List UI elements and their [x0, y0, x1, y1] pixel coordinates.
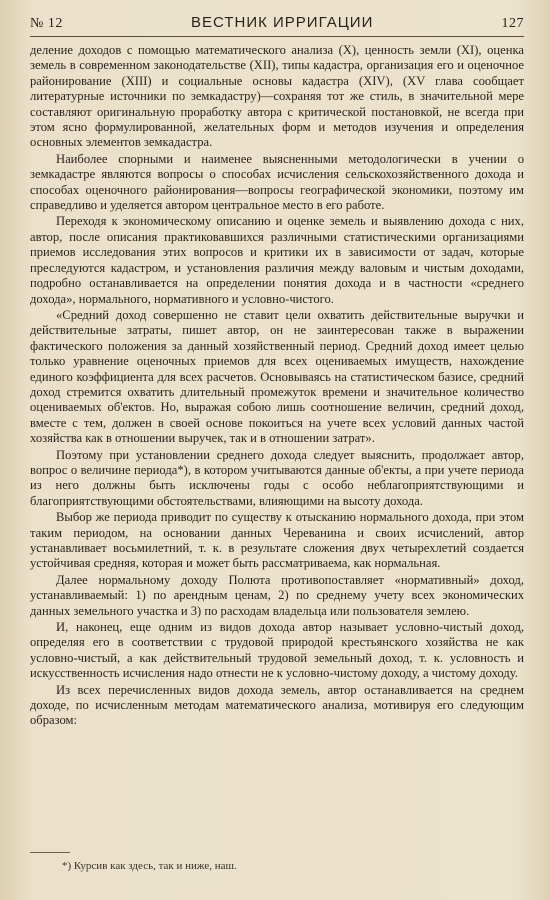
- paragraph: Наиболее спорными и наименее выясненными методологически в учении о земкадастре являются вопросы о способах исчисления сельскохозяйственного дохода и способах оценочного районирования—вопросы географической экономики, поэтому им справедливо и уделяется автором центральное место в его работе.: [30, 151, 524, 213]
- paragraph: «Средний доход совершенно не ставит цели охватить действительные выручки и действительные затраты, пишет автор, он не заинтересован также в выражении фактического положения за данный хозяйственный период. Средний доход имеет целью только уравнение оценочных приемов для всех оцениваемых имуществ, нахождение единого коэффициента для всех расчетов. Основываясь на статистическом базисе, средний доход стремится охватить длительный промежуток времени и значительное количество оцениваемых об'ектов. Но, выражая собою лишь соотношение величин, средний доход, вместе с тем, должен в своей основе покоиться на учете всех условий данных частой хозяйства как в отношении выручек, так и в отношении затрат».: [30, 307, 524, 446]
- paragraph: Из всех перечисленных видов дохода земель, автор останавливается на среднем доходе, по исчисленным методам математического анализа, мотивируя его следующим образом:: [30, 682, 524, 728]
- footnote: *) Курсив как здесь, так и ниже, наш.: [62, 860, 237, 872]
- article-body: [30, 43, 524, 729]
- footnote-divider: [30, 852, 70, 853]
- paragraph: И, наконец, еще одним из видов дохода автор называет условно-чистый доход, определяя его в соответствии с трудовой природой крестьянского хозяйства не как условно-чистый, а как действительный трудовой земельный доход, т. к. условность и искусственность исчисления надо отнести не к условно-чистому доходу, а чистому доходу.: [30, 620, 524, 681]
- paragraph: Переходя к экономическому описанию и оценке земель и выявлению дохода с них, автор, после описания практиковавшихся различными статистическими организациями приемов исследования этих вопросов и критики их в зависимости от задач, которые преследуются кадастром, и установления различия между валовым и чистым доходами, подробно останавливается на определении понятия дохода и в частности «среднего дохода», нормального, нормативного и условно-чистого.: [30, 214, 524, 306]
- paragraph: деление доходов с помощью математического анализа (X), ценность земли (XI), оценка земель в современном законодательстве (XII), типы кадастра, организация его и оценочное районирование (XIII) и социальные основы кадастра (XIV), (XV глава сообщает литературные источники по земкадастру)—сохраняя тот же стиль, в значительной мере составляют оригинальную проработку автора с критической постановкой, не всегда при этом ясно формулированной, желательных форм и методов изучения и определения основных элементов земкадастра.: [30, 43, 524, 150]
- paragraph: Выбор же периода приводит по существу к отысканию нормального дохода, при этом таким периодом, на основании данных Череванина и своих исчислений, автор устанавливает восьмилетний, т. к. в результате сложения двух четырехлетий создается устойчивая средняя, которая и может быть рассматриваема, как нормальная.: [30, 510, 524, 571]
- page-header: [30, 14, 524, 37]
- journal-title: ВЕСТНИК ИРРИГАЦИИ: [190, 14, 374, 31]
- paragraph: Далее нормальному доходу Полюта противопоставляет «нормативный» доход, устанавливаемый: 1) по арендным ценам, 2) по среднему учету всех экономических данных земельного участка и 3) по расходам владельца или пользователя землею.: [30, 572, 524, 618]
- paragraph: Поэтому при установлении среднего дохода следует выяснить, продолжает автор, вопрос о величине периода*), в котором учитываются данные об'екты, а при учете периода из него должны быть исключены годы с особо неблагоприятствующими и благоприятствующими обстоятельствами, влияющими на высоту дохода.: [30, 447, 524, 508]
- issue-number: № 12: [30, 16, 63, 31]
- page-number: 127: [501, 16, 524, 31]
